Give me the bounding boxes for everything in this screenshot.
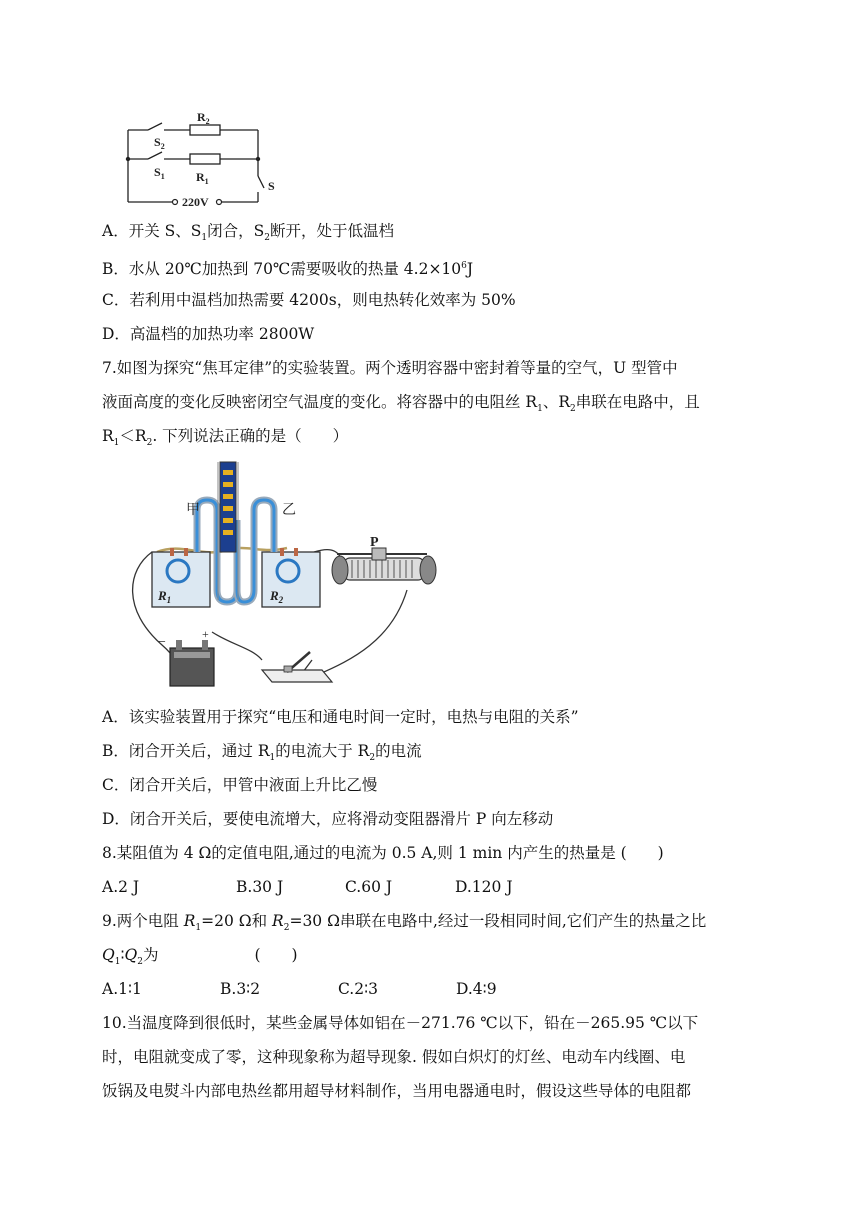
q8-option-d: D.120 J bbox=[455, 878, 513, 896]
q7-stem-line3: $R_1<R_2$. 下列说法正确的是（ ） bbox=[102, 427, 349, 449]
r1-figure-label: $R_1$ bbox=[158, 588, 172, 605]
q8-stem: 8.某阻值为 4 Ω的定值电阻,通过的电流为 0.5 A,则 1 min 内产生的热量是 ( ) bbox=[102, 844, 664, 862]
q7-stem-line1: 7.如图为探究“焦耳定律”的实验装置。两个透明容器中密封着等量的空气，U 型管中 bbox=[102, 359, 678, 377]
q9-option-c: C.2∶3 bbox=[338, 980, 378, 998]
joule-apparatus-figure bbox=[122, 460, 452, 690]
q8-option-b: B.30 J bbox=[236, 878, 284, 896]
q8-option-c: C.60 J bbox=[345, 878, 393, 896]
r2-label: $R_2$ bbox=[197, 110, 210, 126]
q9-stem-line2: $Q_1∶Q_2$为 ( ) bbox=[102, 946, 298, 968]
circuit-diagram bbox=[118, 106, 278, 206]
q9-option-b: B.3∶2 bbox=[220, 980, 261, 998]
q6-option-c: C．若利用中温档加热需要 4200s，则电热转化效率为 50% bbox=[102, 291, 516, 309]
q6-option-b: B．水从 20℃加热到 70℃需要吸收的热量 $4.2\times 10^6J$ bbox=[102, 260, 474, 279]
p-label: P bbox=[370, 535, 379, 550]
jia-label: 甲 bbox=[186, 503, 200, 518]
q9-option-a: A.1∶1 bbox=[102, 980, 142, 998]
q8-option-a: A.2 J bbox=[102, 878, 140, 896]
q7-stem-line2: 液面高度的变化反映密闭空气温度的变化。将容器中的电阻丝 $R_1$、$R_2$串联在电路中，且 bbox=[102, 393, 700, 415]
r2-figure-label: $R_2$ bbox=[270, 588, 284, 605]
yi-label: 乙 bbox=[282, 503, 296, 518]
q9-stem-line1: 9.两个电阻 $R_1=20$ Ω和 $R_2=30$ Ω串联在电路中,经过一段相同时间,它们产生的热量之比 bbox=[102, 912, 707, 934]
q7-option-b: B．闭合开关后，通过 $R_1$的电流大于 $R_2$的电流 bbox=[102, 742, 422, 764]
s1-label: $S_1$ bbox=[154, 165, 165, 181]
voltage-label: 220V bbox=[182, 195, 209, 206]
minus-label: − bbox=[158, 635, 166, 650]
q8-options bbox=[102, 876, 513, 898]
s2-label: $S_2$ bbox=[154, 135, 165, 151]
plus-label: + bbox=[202, 627, 209, 641]
q10-stem-line1: 10.当温度降到很低时，某些金属导体如铝在－271.76 ℃以下，铅在－265.95 ℃以下 bbox=[102, 1014, 699, 1032]
s-label: S bbox=[268, 179, 275, 193]
q7-option-d: D．闭合开关后，要使电流增大，应将滑动变阻器滑片 P 向左移动 bbox=[102, 810, 554, 828]
q10-stem-line2: 时，电阻就变成了零，这种现象称为超导现象. 假如白炽灯的灯丝、电动车内线圈、电 bbox=[102, 1048, 686, 1066]
q10-stem-line3: 饭锅及电熨斗内部电热丝都用超导材料制作，当用电器通电时，假设这些导体的电阻都 bbox=[102, 1082, 692, 1100]
r1-label: $R_1$ bbox=[196, 170, 209, 186]
q9-options bbox=[102, 978, 497, 1000]
q7-option-a: A．该实验装置用于探究“电压和通电时间一定时，电热与电阻的关系” bbox=[102, 708, 579, 726]
q6-option-d: D．高温档的加热功率 2800W bbox=[102, 325, 315, 343]
q6-option-a: A．开关 S、$S_1$闭合，$S_2$断开，处于低温档 bbox=[102, 222, 394, 244]
q7-option-c: C．闭合开关后，甲管中液面上升比乙慢 bbox=[102, 776, 378, 794]
q9-option-d: D.4∶9 bbox=[456, 980, 497, 998]
